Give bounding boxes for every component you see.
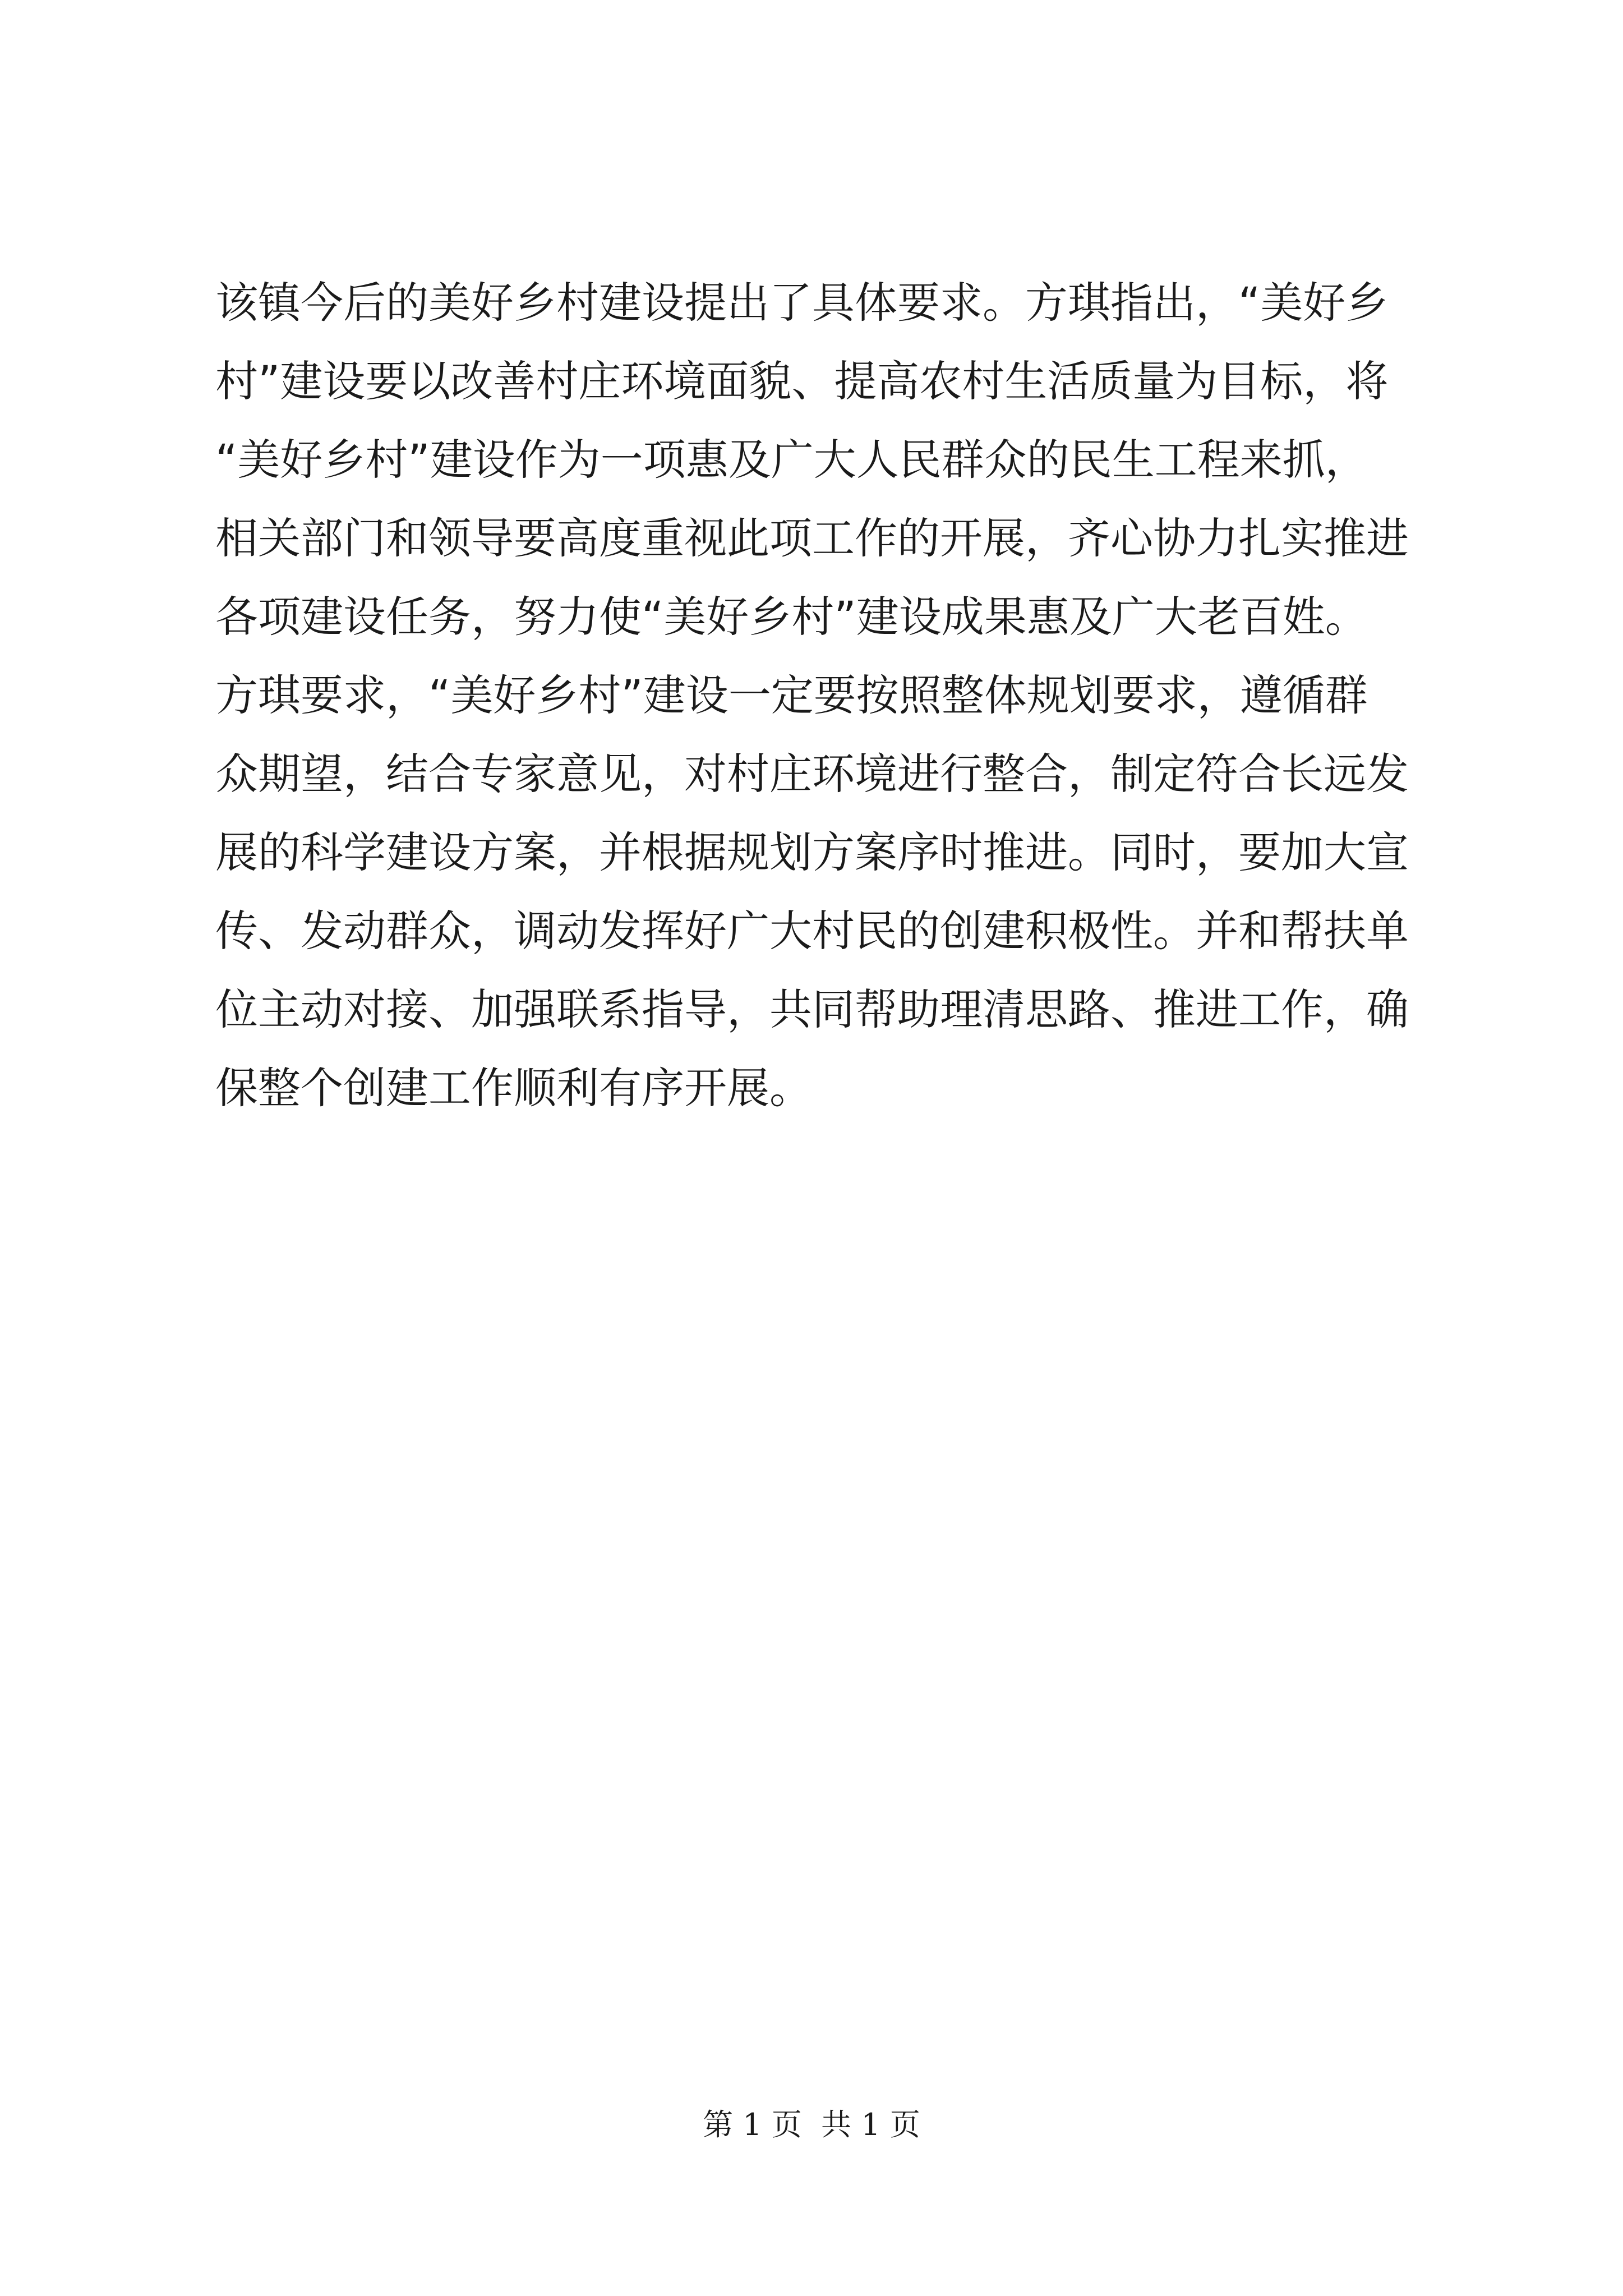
paragraph-line: 各项建设任务，努力使“美好乡村”建设成果惠及广大老百姓。 [215,592,1368,642]
paragraph-line: 方琪要求，“美好乡村”建设一定要按照整体规划要求，遵循群 [215,670,1368,720]
body-paragraph [215,264,1415,1128]
page-number-label: 第 1 页 共 1 页 [703,2107,920,2142]
paragraph-line: 位主动对接、加强联系指导，共同帮助理清思路、推进工作，确 [215,984,1409,1034]
paragraph-line: 展的科学建设方案，并根据规划方案序时推进。同时，要加大宣 [215,827,1409,877]
paragraph-line: 相关部门和领导要高度重视此项工作的开展，齐心协力扎实推进 [215,513,1409,563]
paragraph-line: 该镇今后的美好乡村建设提出了具体要求。方琪指出，“美好乡 [215,278,1389,328]
paragraph-line: 传、发动群众，调动发挥好广大村民的创建积极性。并和帮扶单 [215,906,1409,956]
page-footer [0,2102,1623,2147]
paragraph-line: “美好乡村”建设作为一项惠及广大人民群众的民生工程来抓， [215,435,1368,485]
paragraph-line: 村”建设要以改善村庄环境面貌、提高农村生活质量为目标，将 [215,356,1389,406]
paragraph-line: 众期望，结合专家意见，对村庄环境进行整合，制定符合长远发 [215,749,1409,799]
paragraph-line: 保整个创建工作顺利有序开展。 [215,1063,812,1113]
